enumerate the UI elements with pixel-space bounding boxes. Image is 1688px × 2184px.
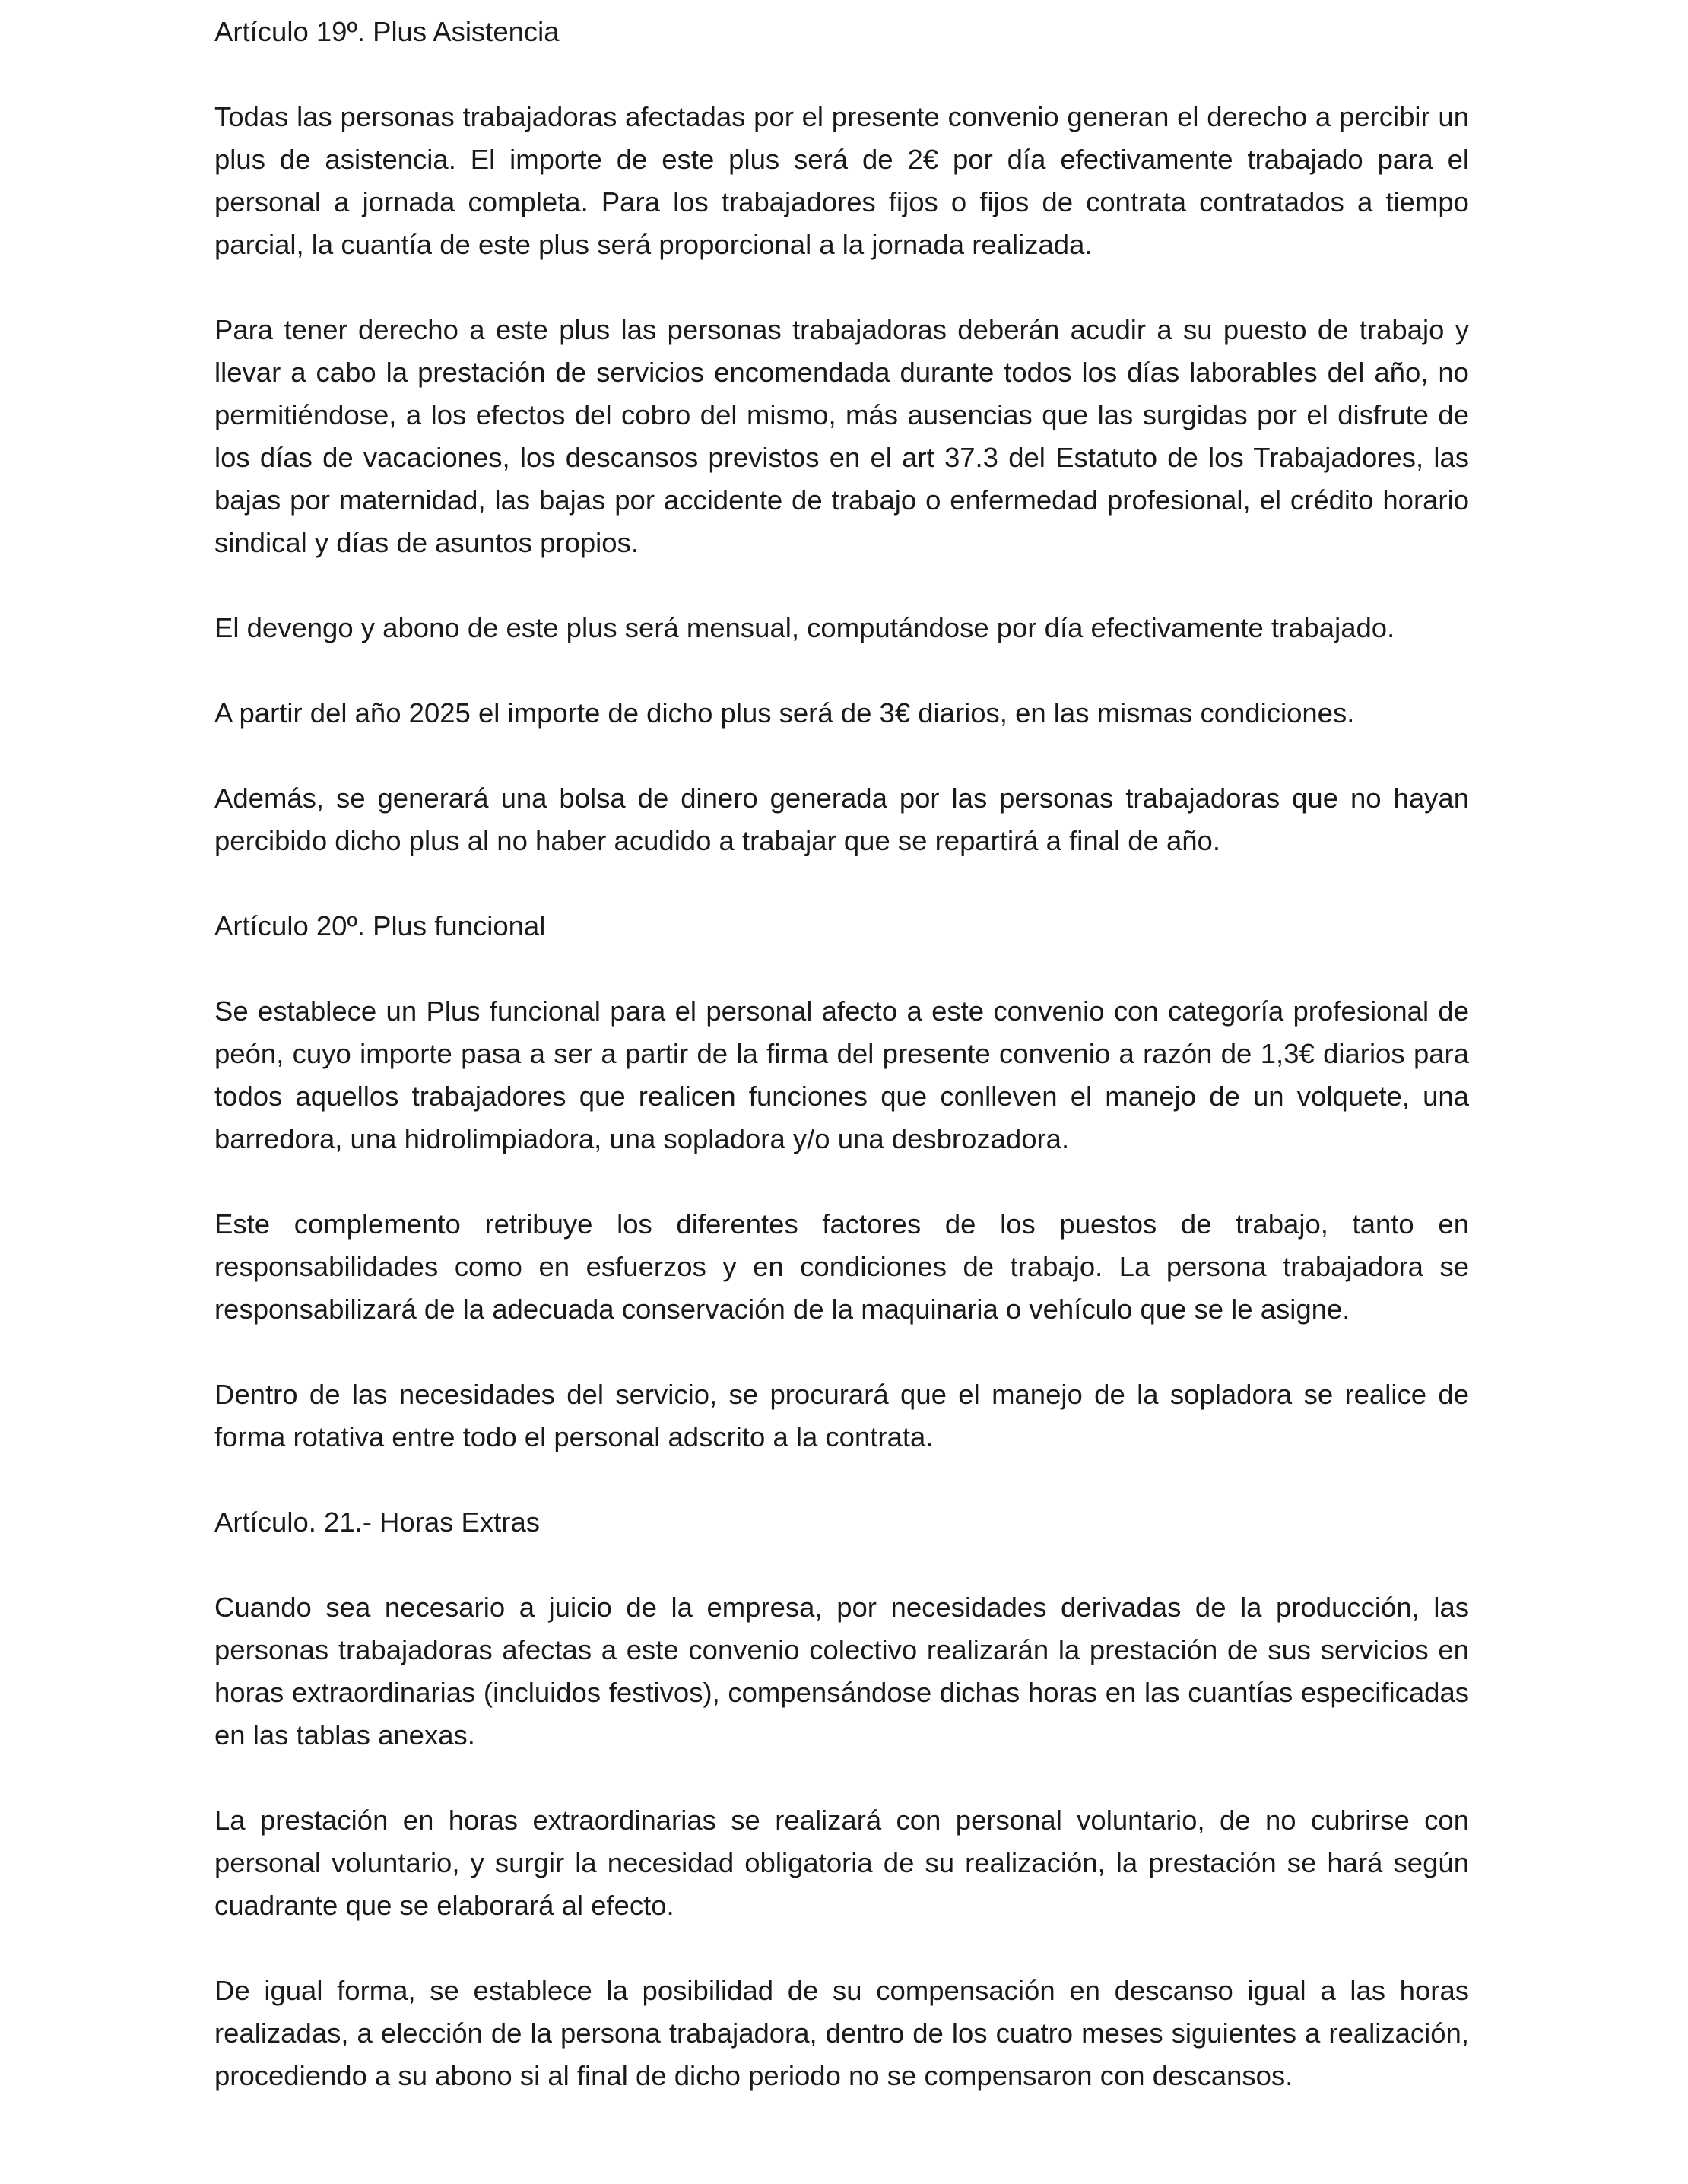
article-20-heading: Artículo 20º. Plus funcional [214,910,546,941]
article-21-paragraph: De igual forma, se establece la posibilidad de su compensación en descanso igual a las horas realizadas, a elección de la persona trabajadora, dentro de los cuatro meses siguientes a realización, procediendo a su abono si al final de dicho periodo no se compensaron con descansos. [214,1975,1469,2091]
article-21-paragraph: Cuando sea necesario a juicio de la empresa, por necesidades derivadas de la producción, las personas trabajadoras afectas a este convenio colectivo realizarán la prestación de sus servicios en horas extraordinarias (incluidos festivos), compensándose dichas horas en las cuantías especificadas en las tablas anexas. [214,1592,1469,1751]
article-21-heading: Artículo. 21.- Horas Extras [214,1506,541,1538]
article-19-paragraph: Además, se generará una bolsa de dinero generada por las personas trabajadoras que no hayan percibido dicho plus al no haber acudido a trabajar que se repartirá a final de año. [214,782,1469,856]
article-19-paragraph: El devengo y abono de este plus será mensual, computándose por día efectivamente trabajado. [214,612,1395,643]
document-page [214,11,1469,2097]
article-20-paragraph: Este complemento retribuye los diferentes factores de los puestos de trabajo, tanto en responsabilidades como en esfuerzos y en condiciones de trabajo. La persona trabajadora se responsabilizará de la adecuada conservación de la maquinaria o vehículo que se le asigne. [214,1208,1469,1325]
article-19-paragraph: A partir del año 2025 el importe de dicho plus será de 3€ diarios, en las mismas condiciones. [214,697,1355,729]
article-19-paragraph: Todas las personas trabajadoras afectadas por el presente convenio generan el derecho a percibir un plus de asistencia. El importe de este plus será de 2€ por día efectivamente trabajado para el personal a jornada completa. Para los trabajadores fijos o fijos de contrata contratados a tiempo parcial, la cuantía de este plus será proporcional a la jornada realizada. [214,101,1469,260]
article-21-paragraph: La prestación en horas extraordinarias se realizará con personal voluntario, de no cubrirse con personal voluntario, y surgir la necesidad obligatoria de su realización, la prestación se hará según cuadrante que se elaborará al efecto. [214,1805,1469,1921]
article-20-paragraph: Dentro de las necesidades del servicio, se procurará que el manejo de la sopladora se realice de forma rotativa entre todo el personal adscrito a la contrata. [214,1379,1469,1452]
article-20-paragraph: Se establece un Plus funcional para el personal afecto a este convenio con categoría profesional de peón, cuyo importe pasa a ser a partir de la firma del presente convenio a razón de 1,3€ diarios para todos aquellos trabajadores que realicen funciones que conlleven el manejo de un volquete, una barredora, una hidrolimpiadora, una sopladora y/o una desbrozadora. [214,995,1469,1154]
article-19-paragraph: Para tener derecho a este plus las personas trabajadoras deberán acudir a su puesto de trabajo y llevar a cabo la prestación de servicios encomendada durante todos los días laborables del año, no permitiéndose, a los efectos del cobro del mismo, más ausencias que las surgidas por el disfrute de los días de vacaciones, los descansos previstos en el art 37.3 del Estatuto de los Trabajadores, las bajas por maternidad, las bajas por accidente de trabajo o enfermedad profesional, el crédito horario sindical y días de asuntos propios. [214,314,1469,558]
article-19-heading: Artículo 19º. Plus Asistencia [214,16,560,47]
